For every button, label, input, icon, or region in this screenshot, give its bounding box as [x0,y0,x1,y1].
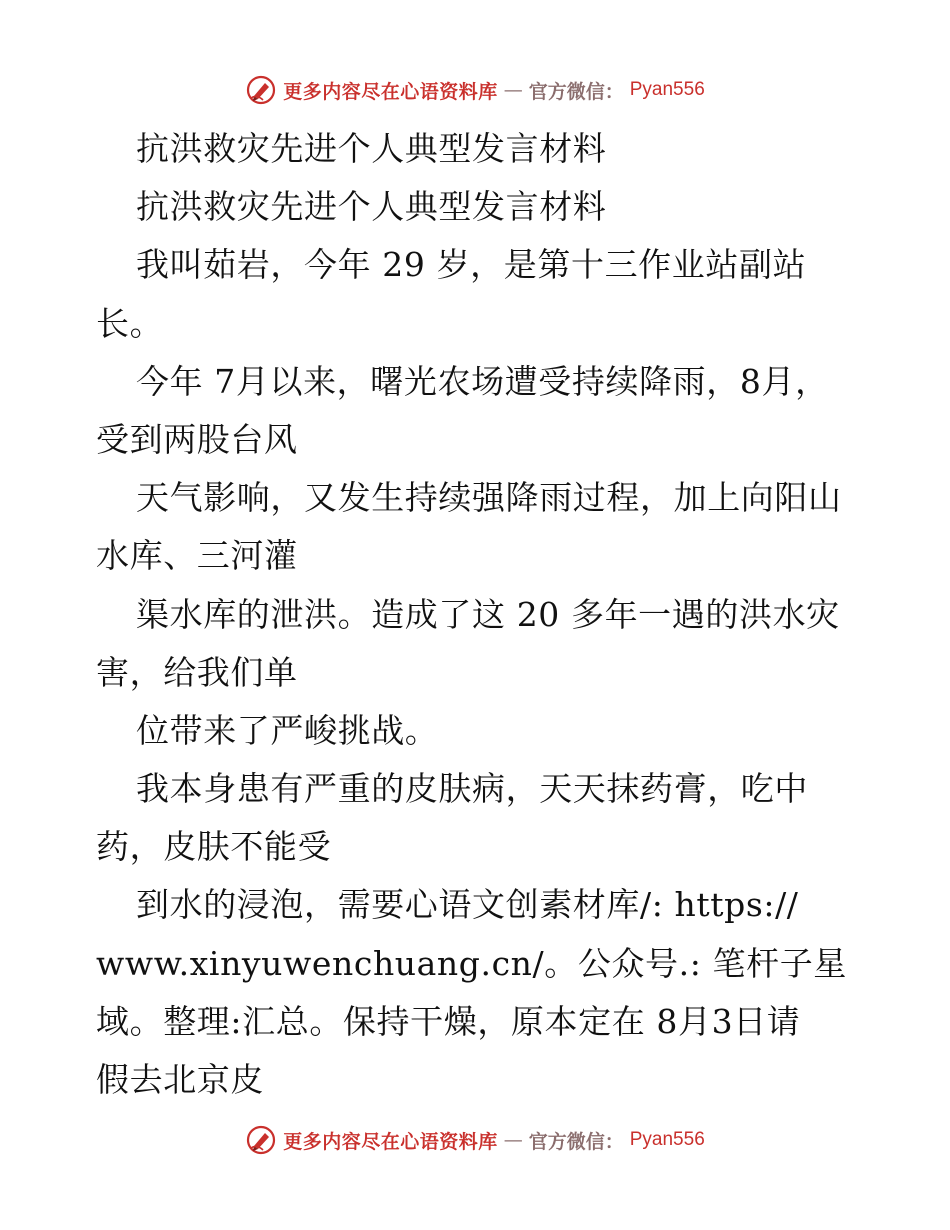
text-line: 长。 [96,303,164,343]
banner-separator: — [503,1129,523,1151]
footer-banner [0,1120,950,1160]
banner-promo-text: 更多内容尽在心语资料库 [283,1130,498,1153]
text-line: 到水的浸泡，需要心语文创素材库/: https:// [136,885,799,925]
text-line: 药，皮肤不能受 [96,827,332,867]
text-line: 害，给我们单 [96,652,298,692]
banner-wechat-id: Pyan556 [629,79,705,100]
text-line: 我叫茹岩，今年 29 岁，是第十三作业站副站 [136,245,807,285]
text-line: 受到两股台风 [96,419,298,459]
text-line: 渠水库的泄洪。造成了这 20 多年一遇的洪水灾 [136,594,840,634]
banner-promo-text: 更多内容尽在心语资料库 [283,80,498,103]
banner-wechat-label: 官方微信： [528,1130,624,1153]
banner-content [245,74,705,106]
document-body [96,120,856,1109]
text-line: 今年 7月以来，曙光农场遭受持续降雨，8月， [136,361,829,401]
banner-wechat-id: Pyan556 [629,1129,705,1150]
pen-book-logo-icon [245,1124,277,1156]
text-line: 抗洪救灾先进个人典型发言材料 [136,187,607,227]
text-line: 天气影响，又发生持续强降雨过程，加上向阳山 [136,478,842,518]
banner-wechat-label: 官方微信： [528,80,624,103]
banner-separator: — [503,79,523,101]
text-line: 水库、三河灌 [96,536,298,576]
text-line: 我本身患有严重的皮肤病，天天抹药膏，吃中 [136,769,808,809]
header-banner [0,70,950,110]
text-line: 域。整理:汇总。保持干燥，原本定在 8月3日请 [96,1001,801,1041]
pen-book-logo-icon [245,74,277,106]
text-line: 假去北京皮 [96,1060,264,1099]
text-line: 抗洪救灾先进个人典型发言材料 [136,129,607,168]
text-line: www.xinyuwenchuang.cn/。公众号.: 笔杆子星 [96,943,847,983]
text-line: 位带来了严峻挑战。 [136,710,439,750]
banner-content [245,1124,705,1156]
